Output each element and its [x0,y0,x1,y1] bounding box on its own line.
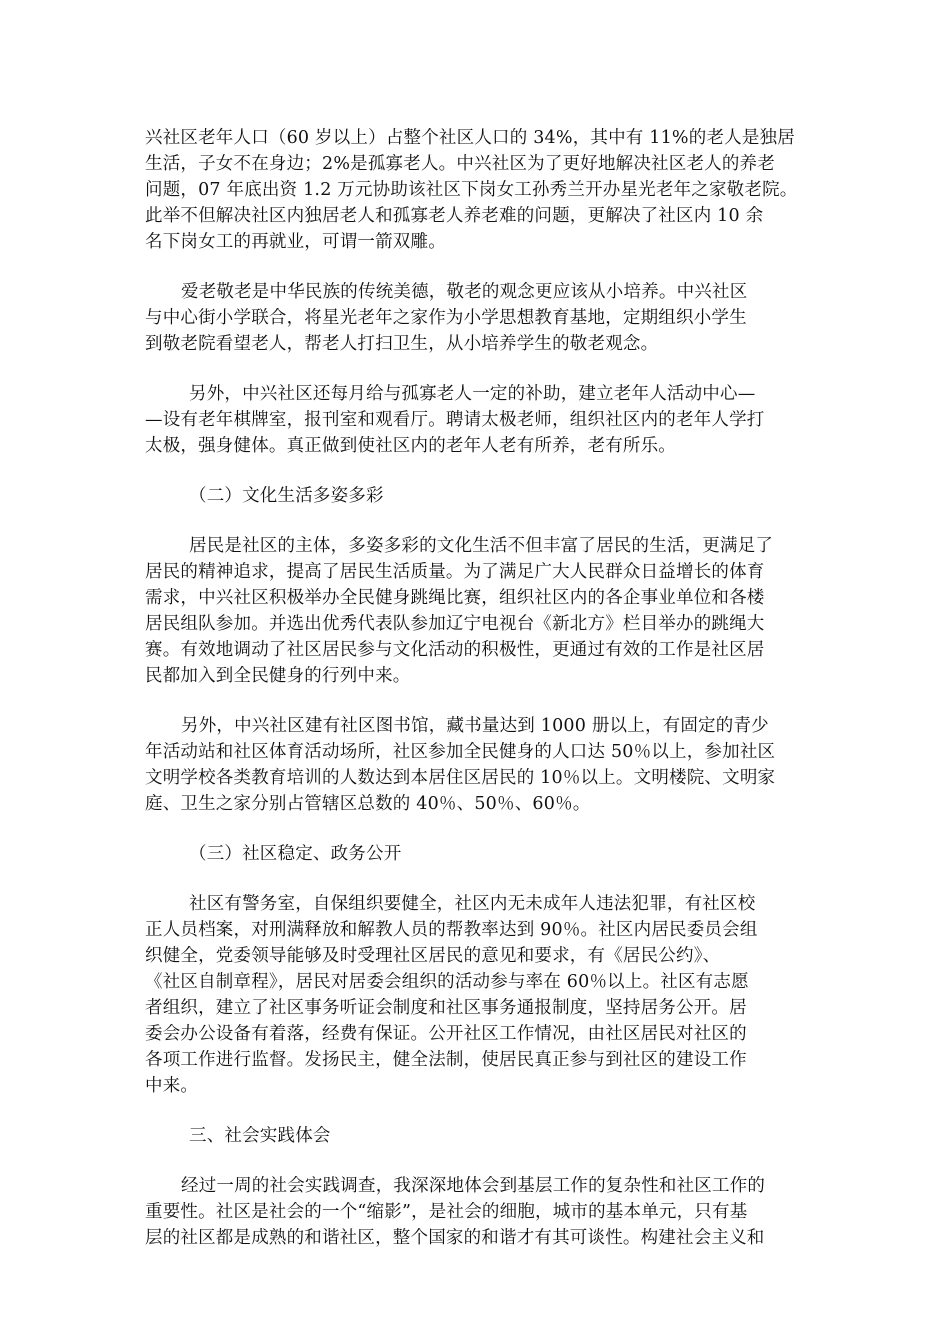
text-line: 者组织，建立了社区事务听证会制度和社区事务通报制度，坚持居务公开。居 [145,998,747,1018]
text-line: 《社区自制章程》，居民对居委会组织的活动参与率在 60％以上。社区有志愿 [145,972,749,992]
text-line: 年活动站和社区体育活动场所，社区参加全民健身的人口达 50％以上，参加社区 [145,742,776,762]
section-heading: 三、社会实践体会 [189,1126,331,1146]
text-line: 织健全，党委领导能够及时受理社区居民的意见和要求，有《居民公约》、 [145,946,721,966]
text-line: 兴社区老年人口（60 岁以上）占整个社区人口的 34%，其中有 11%的老人是独居 [145,128,795,148]
text-line: 与中心街小学联合，将星光老年之家作为小学思想教育基地，定期组织小学生 [145,308,747,328]
text-line: 社区有警务室，自保组织要健全，社区内无未成年人违法犯罪，有社区校 [189,894,756,914]
text-line: 另外，中兴社区建有社区图书馆，藏书量达到 1000 册以上，有固定的青少 [181,716,769,736]
text-line: 各项工作进行监督。发扬民主，健全法制，使居民真正参与到社区的建设工作 [145,1050,747,1070]
text-line: 层的社区都是成熟的和谐社区，整个国家的和谐才有其可谈性。构建社会主义和 [145,1228,765,1248]
text-line: 名下岗女工的再就业，可谓一箭双雕。 [145,232,446,252]
paragraph-subsidy [145,381,815,459]
text-line: —设有老年棋牌室，报刊室和观看厅。聘请太极老师，组织社区内的老年人学打 [145,410,765,430]
text-line: 赛。有效地调动了社区居民参与文化活动的积极性，更通过有效的工作是社区居 [145,640,765,660]
text-line: 到敬老院看望老人，帮老人打扫卫生，从小培养学生的敬老观念。 [145,334,659,354]
paragraph-cultural-life [145,533,815,689]
text-line: 中来。 [145,1076,199,1096]
text-line: 另外，中兴社区还每月给与孤寡老人一定的补助，建立老年人活动中心— [189,384,756,404]
text-line: 文明学校各类教育培训的人数达到本居住区居民的 10％以上。文明楼院、文明家 [145,768,776,788]
text-line: 此举不但解决社区内独居老人和孤寡老人养老难的问题，更解决了社区内 10 余 [145,206,764,226]
text-line: 委会办公设备有着落，经费有保证。公开社区工作情况，由社区居民对社区的 [145,1024,747,1044]
paragraph-library [145,713,815,817]
text-line: 居民是社区的主体，多姿多彩的文化生活不但丰富了居民的生活，更满足了 [189,536,774,556]
text-line: 重要性。社区是社会的一个“缩影”，是社会的细胞，城市的基本单元，只有基 [145,1202,748,1222]
text-line: 问题，07 年底出资 1.2 万元协助该社区下岗女工孙秀兰开办星光老年之家敬老院。 [145,180,798,200]
document-body [145,125,815,1251]
text-line: 爱老敬老是中华民族的传统美德，敬老的观念更应该从小培养。中兴社区 [181,282,748,302]
paragraph-reflection [145,1173,815,1251]
paragraph-respect-elders [145,279,815,357]
text-line: 民都加入到全民健身的行列中来。 [145,666,411,686]
section-heading: （三）社区稳定、政务公开 [189,844,402,864]
text-line: 生活，子女不在身边；2%是孤寡老人。中兴社区为了更好地解决社区老人的养老 [145,154,775,174]
text-line: 居民的精神追求，提高了居民生活质量。为了满足广大人民群众日益增长的体育 [145,562,765,582]
text-line: 居民组队参加。并选出优秀代表队参加辽宁电视台《新北方》栏目举办的跳绳大 [145,614,765,634]
paragraph-elderly-population [145,125,815,255]
text-line: 庭、卫生之家分别占管辖区总数的 40％、50％、60％。 [145,794,591,814]
text-line: 正人员档案，对刑满释放和解教人员的帮教率达到 90％。社区内居民委员会组 [145,920,758,940]
text-line: 太极，强身健体。真正做到使社区内的老年人老有所养，老有所乐。 [145,436,676,456]
text-line: 经过一周的社会实践调查，我深深地体会到基层工作的复杂性和社区工作的 [181,1176,766,1196]
text-line: 需求，中兴社区积极举办全民健身跳绳比赛，组织社区内的各企事业单位和各楼 [145,588,765,608]
paragraph-stability [145,891,815,1099]
section-heading: （二）文化生活多姿多彩 [189,486,384,506]
